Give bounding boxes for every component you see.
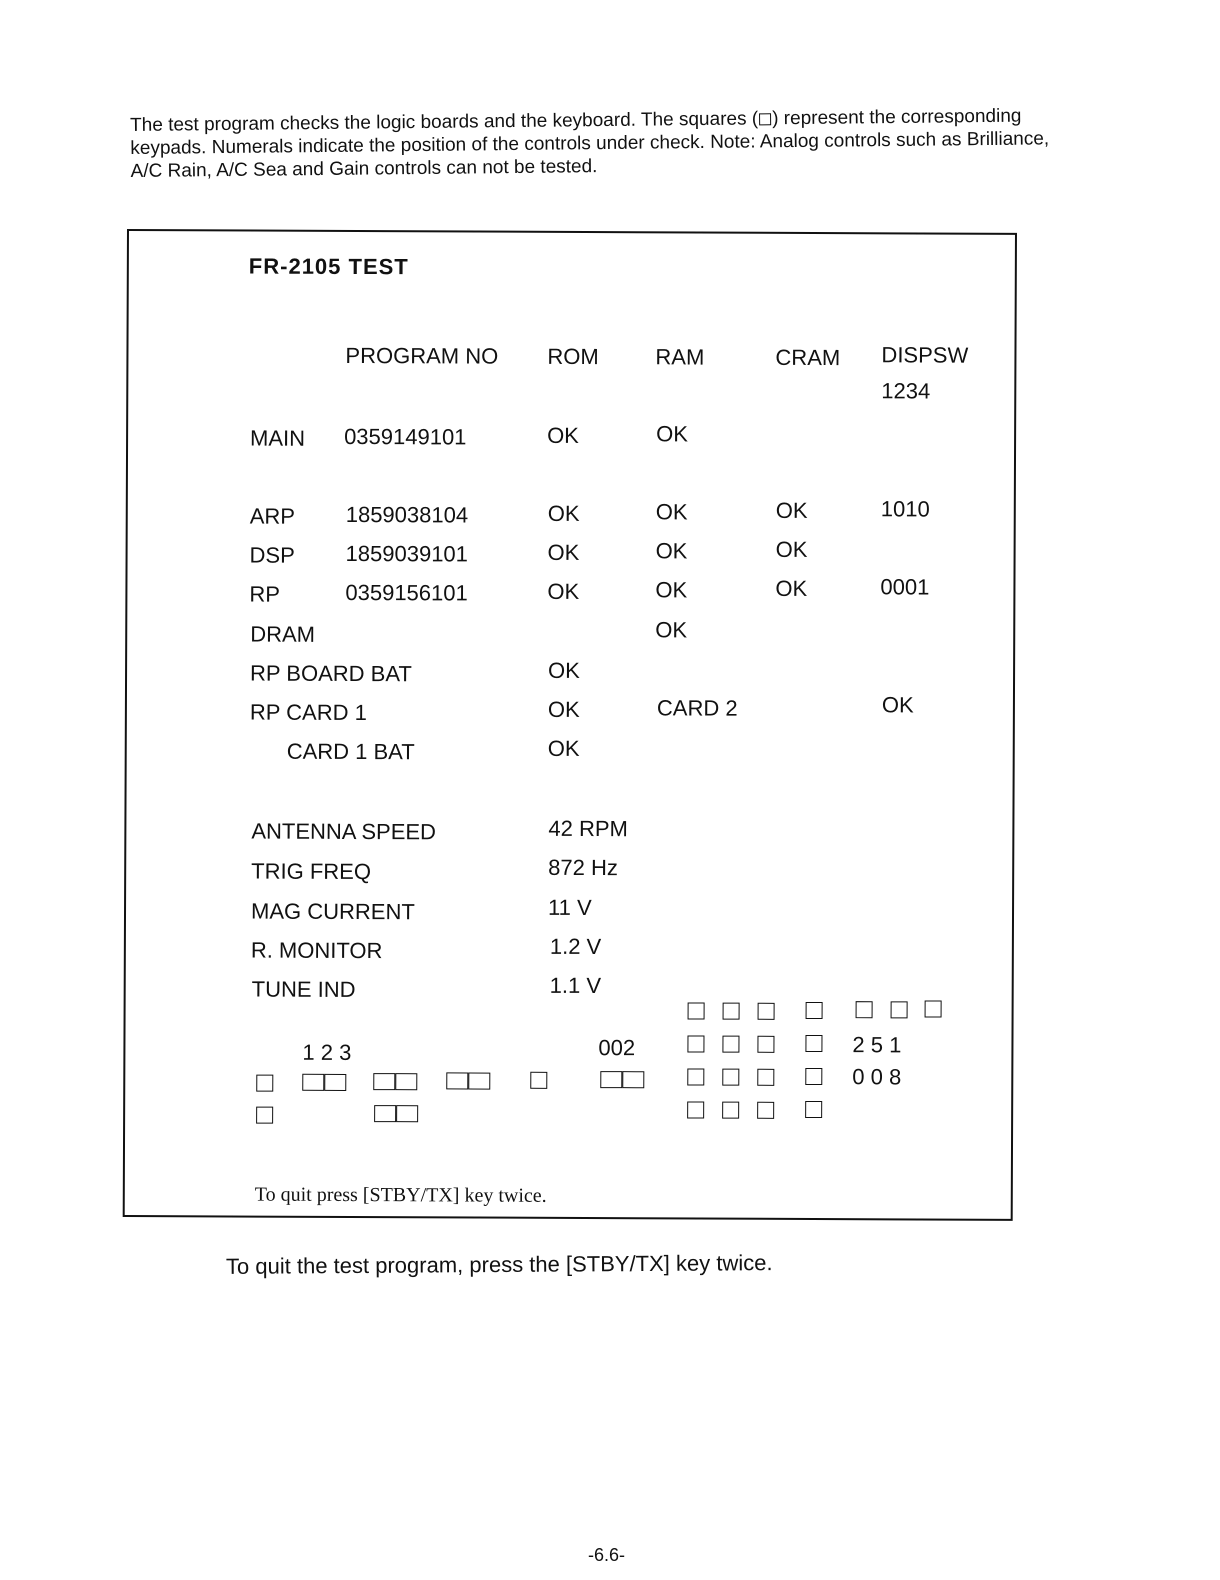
keypad-square-icon (600, 1071, 622, 1088)
row-arp-label: ARP (249, 503, 296, 529)
rp-board-bat-label: RP BOARD BAT (250, 660, 412, 687)
screen-quit-instruction: To quit press [STBY/TX] key twice. (254, 1183, 547, 1207)
keypad-square-icon (856, 1001, 873, 1018)
header-program-no: PROGRAM NO (345, 342, 499, 369)
row-main-ram: OK (656, 421, 688, 447)
quit-instruction: To quit the test program, press the [STBY/TX] key twice. (225, 1250, 773, 1279)
card1-bat-value: OK (547, 735, 580, 761)
header-dispsw-sub: 1234 (881, 378, 931, 404)
keypad-square-icon (722, 1102, 739, 1119)
measurement-label: ANTENNA SPEED (251, 818, 437, 845)
measurement-value: 872 Hz (548, 854, 618, 881)
measurement-label: TRIG FREQ (251, 858, 372, 885)
keypad-number-251: 2 5 1 (852, 1032, 902, 1058)
header-cram: CRAM (775, 344, 841, 371)
row-rp-dispsw: 0001 (880, 574, 930, 600)
measurement-value: 42 RPM (548, 815, 628, 842)
row-main-rom: OK (547, 422, 579, 448)
keypad-number-002: 002 (598, 1035, 636, 1061)
keypad-square-icon (757, 1036, 774, 1053)
measurement-value: 1.2 V (549, 933, 602, 960)
keypad-square-icon (722, 1069, 739, 1086)
row-arp-cram: OK (775, 497, 808, 523)
measurement-value: 1.1 V (549, 972, 602, 999)
keypad-square-icon (805, 1101, 822, 1118)
row-arp-rom: OK (547, 500, 580, 526)
intro-paragraph (130, 104, 1071, 183)
keypad-square-icon (302, 1074, 324, 1091)
header-ram: RAM (655, 344, 705, 370)
keypad-square-icon (446, 1072, 468, 1089)
keypad-square-icon (396, 1105, 418, 1122)
intro-text-part1: The test program checks the logic boards and the keyboard. The squares ( (130, 108, 759, 136)
keypad-square-icon (468, 1072, 490, 1089)
measurement-label: R. MONITOR (250, 937, 383, 964)
keypad-number-008: 0 0 8 (852, 1064, 902, 1090)
card2-label: CARD 2 (656, 695, 738, 721)
keypad-square-icon (395, 1073, 417, 1090)
row-main-program: 0359149101 (344, 423, 467, 450)
keypad-square-icon (891, 1001, 908, 1018)
measurement-value: 11 V (547, 894, 592, 921)
row-dsp-label: DSP (249, 542, 295, 568)
dram-ram: OK (655, 617, 688, 643)
screen-title: FR-2105 TEST (248, 253, 409, 280)
row-dsp-cram: OK (775, 536, 808, 562)
header-rom: ROM (547, 343, 599, 370)
keypad-square-icon (806, 1002, 823, 1019)
dram-label: DRAM (250, 621, 316, 647)
rp-card1-label: RP CARD 1 (249, 699, 367, 726)
keypad-square-icon (723, 1003, 740, 1020)
keypad-square-icon (687, 1068, 704, 1085)
row-rp-label: RP (249, 581, 281, 607)
rp-board-bat-value: OK (548, 657, 580, 683)
keypad-square-icon (374, 1105, 396, 1122)
keypad-square-icon (622, 1071, 644, 1088)
keypad-square-icon (530, 1072, 547, 1089)
card1-bat-label: CARD 1 BAT (286, 738, 415, 765)
page-number: -6.6- (588, 1545, 626, 1565)
row-rp-rom: OK (547, 578, 580, 604)
row-dsp-program: 1859039101 (345, 540, 468, 567)
keypad-number-123: 1 2 3 (302, 1039, 352, 1065)
intro-text-part2: ) represent the corresponding keypads. Numerals indicate the position of the controls under check. Note: Analog controls such as Brilliance, A/C Rain, A/C Sea and Gain controls can not be tested. (130, 105, 1050, 182)
header-dispsw: DISPSW (881, 342, 969, 368)
row-main-label: MAIN (250, 425, 306, 451)
keypad-square-icon (805, 1035, 822, 1052)
row-arp-ram: OK (655, 499, 688, 525)
measurement-label: MAG CURRENT (250, 898, 415, 925)
keypad-square-icon (324, 1074, 346, 1091)
keypad-square-icon (757, 1102, 774, 1119)
row-arp-program: 1859038104 (345, 501, 469, 528)
row-dsp-rom: OK (547, 539, 580, 565)
row-dsp-ram: OK (655, 538, 688, 564)
row-rp-ram: OK (655, 577, 688, 603)
keypad-square-icon (256, 1075, 273, 1092)
keypad-square-icon (256, 1107, 273, 1124)
keypad-square-icon (687, 1035, 704, 1052)
row-rp-program: 0359156101 (345, 579, 468, 606)
keypad-square-icon (373, 1073, 395, 1090)
row-rp-cram: OK (775, 575, 808, 601)
measurement-label: TUNE IND (251, 976, 356, 1003)
keypad-square-icon (759, 113, 771, 125)
keypad-square-icon (688, 1002, 705, 1019)
keypad-square-icon (757, 1069, 774, 1086)
card2-value: OK (881, 692, 914, 718)
keypad-square-icon (805, 1068, 822, 1085)
keypad-square-icon (758, 1003, 775, 1020)
row-arp-dispsw: 1010 (880, 496, 930, 522)
test-screen (123, 229, 1017, 1221)
keypad-square-icon (687, 1101, 704, 1118)
keypad-square-icon (925, 1000, 942, 1017)
keypad-square-icon (722, 1036, 739, 1053)
rp-card1-value: OK (547, 696, 580, 722)
